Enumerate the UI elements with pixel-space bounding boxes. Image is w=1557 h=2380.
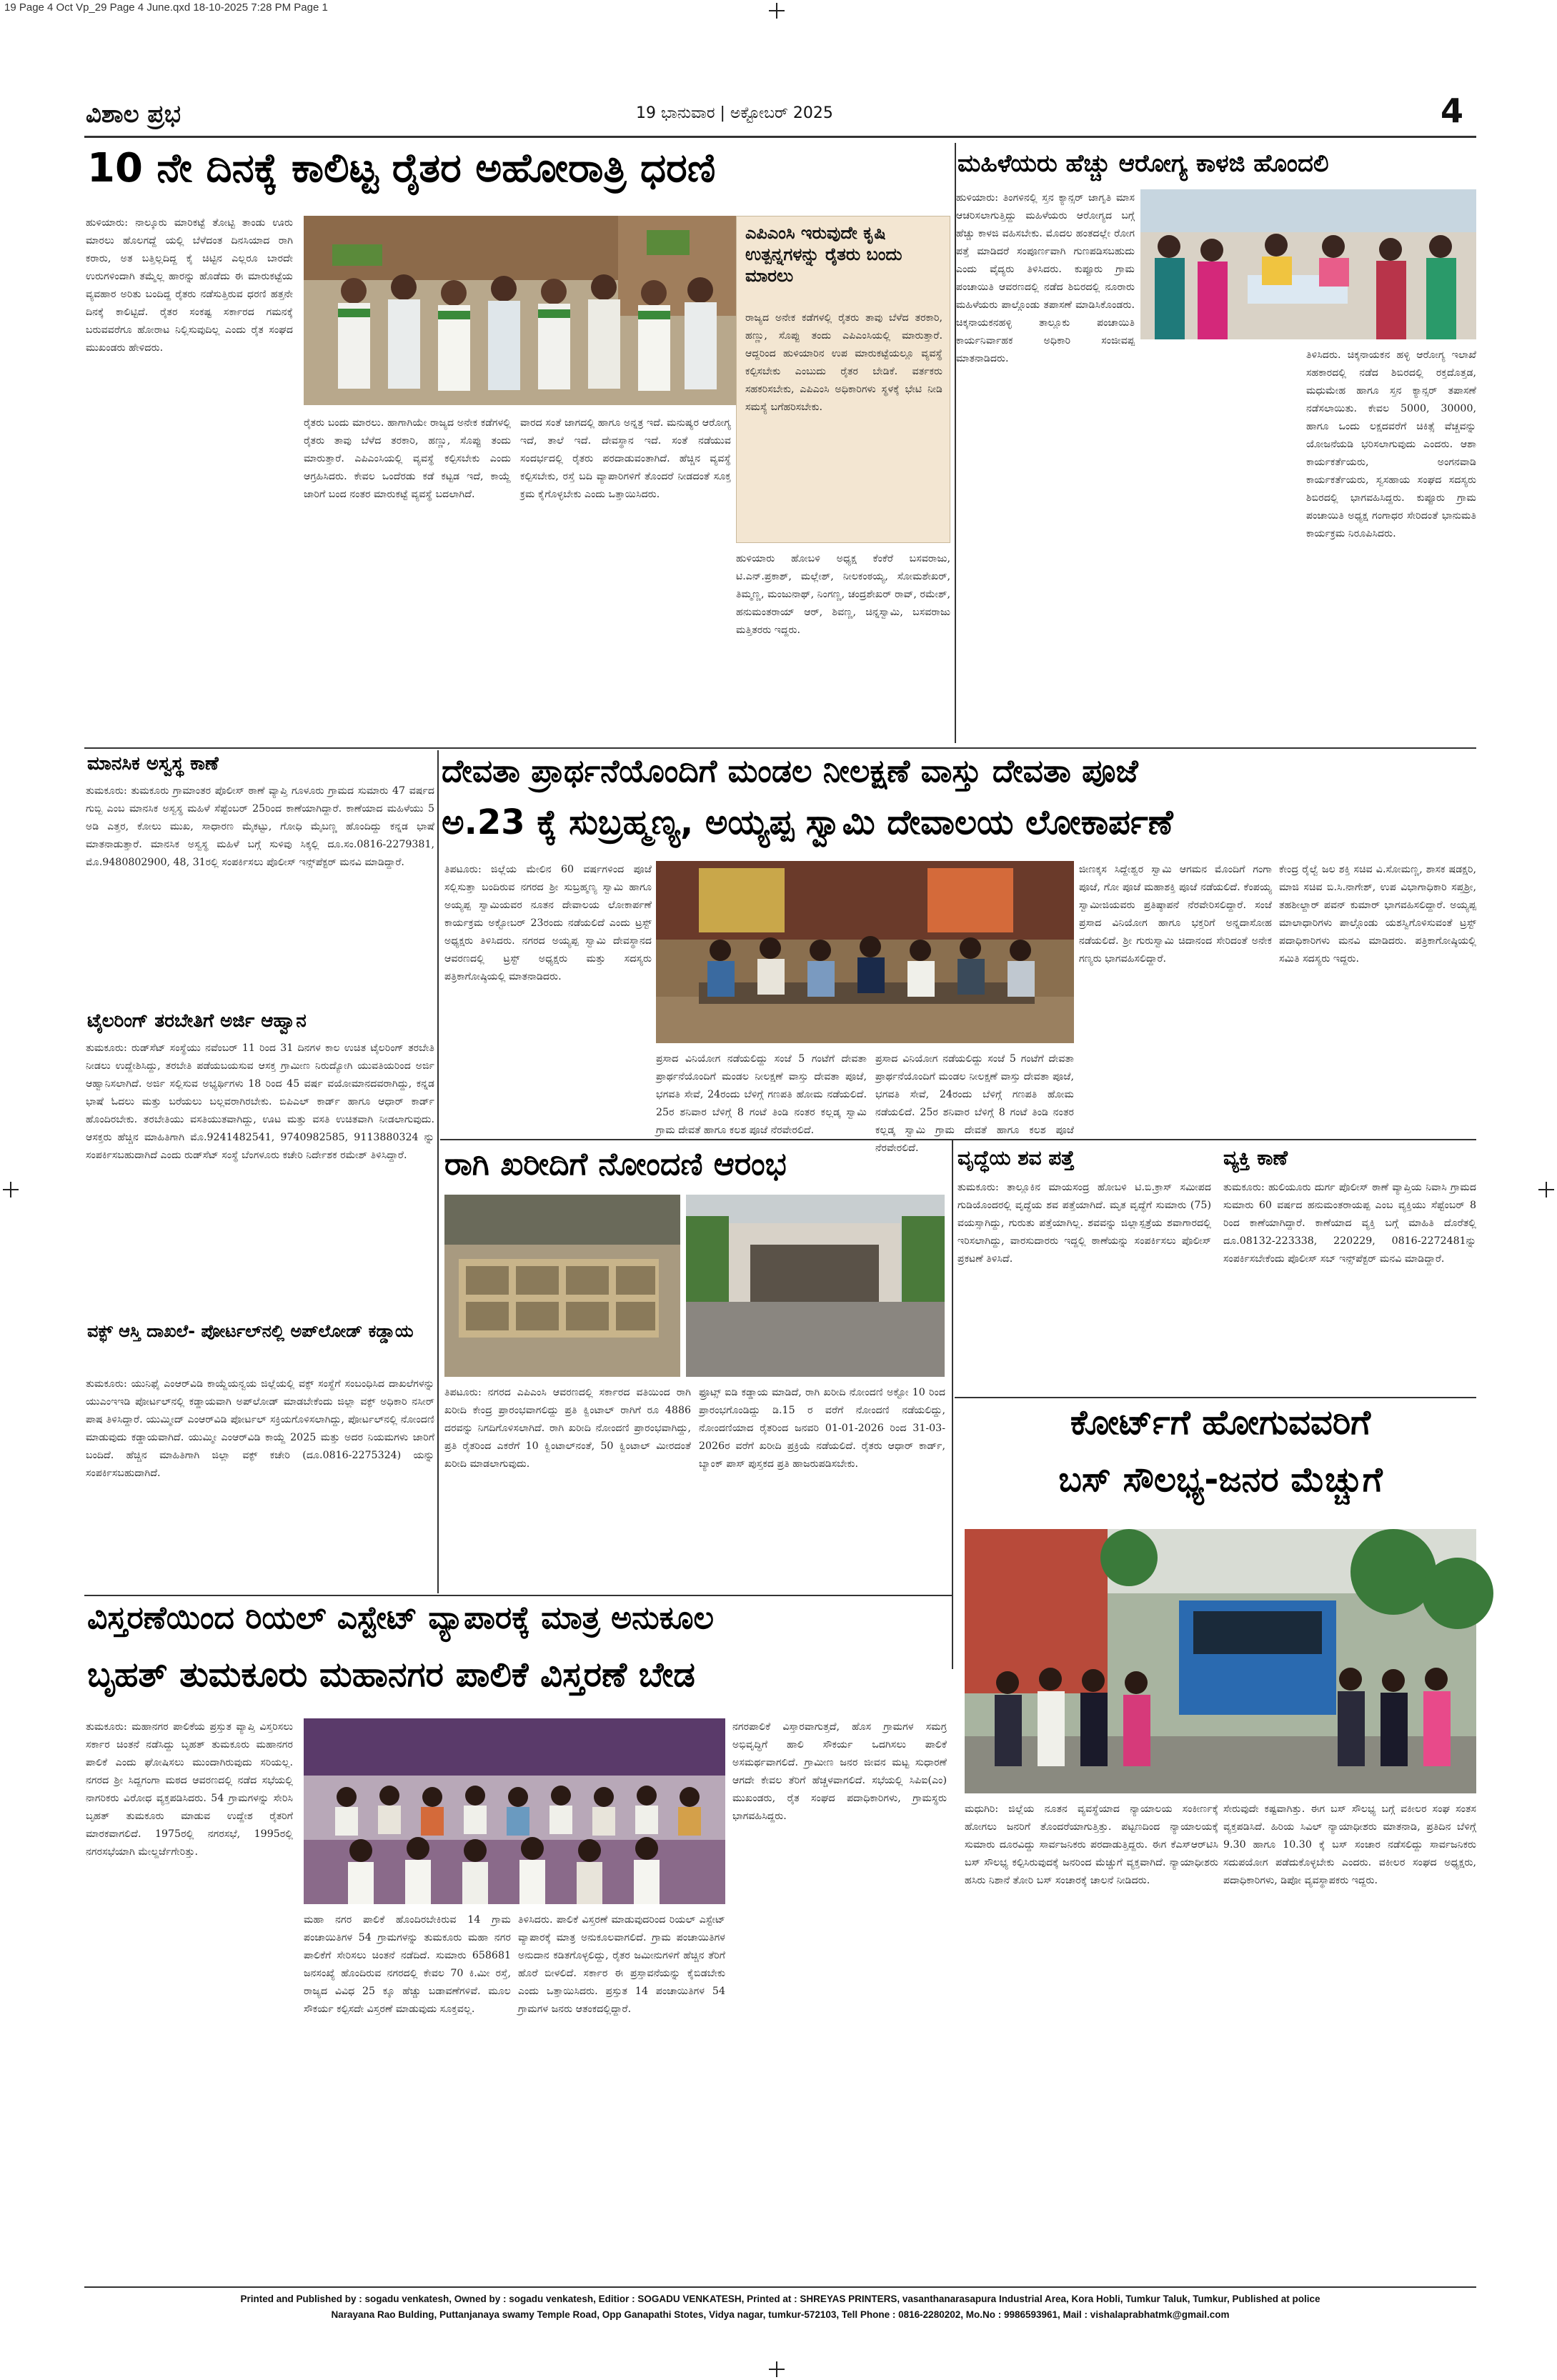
registration-mark-bottom: [769, 2361, 785, 2377]
left-story3-body: ತುಮಕೂರು: ಯುನಿಫೈ ಎಂಆರ್‌ವಿಡಿ ಕಾಯ್ದೆಯನ್ವಯ ಜಿಲ್ಲೆಯಲ್ಲಿ ವಕ್ಫ್ ಸಂಸ್ಥೆಗೆ ಸಂಬಂಧಿಸಿದ ದಾಖಲೆಗಳನ್ನು ಯುಎಂಇಇಡಿ ಪೋರ್ಟಲ್‌ನಲ್ಲಿ ಕಡ್ಡಾಯವಾಗಿ ಅಪ್‌ಲೋಡ್ ಮಾಡಬೇಕೆಂದು ಜಿಲ್ಲಾ ವಕ್ಫ್ ಅಧಿಕಾರಿ ನಸೀರ್ ಪಾಷ ತಿಳಿಸಿದ್ದಾರೆ. ಯುಮ್ಮೀದ್ ಎಂಆರ್‌ವಿಡಿ ಪೋರ್ಟಲ್ ಸಕ್ರಿಯಗೊಳಿಸಲಾಗಿದ್ದು, ಪೋರ್ಟಲ್‌ನಲ್ಲಿ ನೋಂದಣಿ ಮಾಡುವುದು ಕಡ್ಡಾಯವಾಗಿದೆ. ಯುಮ್ಮೀ ಎಂಆರ್‌ವಿಡಿ ಕಾಯ್ದೆ 2025 ಮತ್ತು ಅದರ ನಿಯಮಗಳು ಜಾರಿಗೆ ಬಂದಿದೆ. ಹೆಚ್ಚಿನ ಮಾಹಿತಿಗಾಗಿ ಜಿಲ್ಲಾ ವಕ್ಫ್ ಕಚೇರಿ (ದೂ.0816-2275324) ಯನ್ನು ಸಂಪರ್ಕಿಸಬಹುದಾಗಿದೆ.: [86, 1378, 434, 1479]
left-story3-title: ವಕ್ಫ್ ಆಸ್ತಿ ದಾಖಲೆ- ಪೋರ್ಟಲ್‌ನಲ್ಲಿ ಅಪ್‌ಲೋಡ್ ಕಡ್ಡಾಯ: [87, 1321, 414, 1341]
story6-col2: ಮಹಾ ನಗರ ಪಾಲಿಕೆ ಹೊಂದಿರಬೇಕಿರುವ 14 ಗ್ರಾಮ ಪಂಚಾಯಿತಿಗಳ 54 ಗ್ರಾಮಗಳನ್ನು ತುಮಕೂರು ಮಹಾ ನಗರ ಪಾಲಿಕೆಗೆ ಸೇರಿಸಲು ಚಿಂತನೆ ನಡೆದಿದೆ. ಸುಮಾರು 658681 ಜನಸಂಖ್ಯೆ ಹೊಂದಿರುವ ನಗರದಲ್ಲಿ ಕೇವಲ 70 ಕಿ.ಮೀ ರಸ್ತೆ, ರಾಜ್ಯದ ವಿವಿಧ 25 ಕ್ಕೂ ಹೆಚ್ಚು ಬಡಾವಣೆಗಳಿವೆ. ಮೂಲ ಸೌಕರ್ಯ ಕಲ್ಪಿಸದೇ ವಿಸ್ತರಣೆ ಮಾಡುವುದು ಸೂಕ್ತವಲ್ಲ.: [304, 1914, 511, 2015]
page-number: 4: [1441, 91, 1464, 130]
story1-photo: [304, 216, 736, 405]
left-story2-body: ತುಮಕೂರು: ರುಡ್‌ಸೆಟ್ ಸಂಸ್ಥೆಯು ನವೆಂಬರ್ 11 ರಿಂದ 31 ದಿನಗಳ ಕಾಲ ಉಚಿತ ಟೈಲರಿಂಗ್ ತರಬೇತಿ ನೀಡಲು ಉದ್ದೇಶಿಸಿದ್ದು, ತರಬೇತಿ ಪಡೆಯಬಯಸುವ ಆಸಕ್ತ ಗ್ರಾಮೀಣ ನಿರುದ್ಯೋಗಿ ಯುವತಿಯರಿಂದ ಅರ್ಜಿ ಆಹ್ವಾನಿಸಲಾಗಿದೆ. ಅರ್ಜಿ ಸಲ್ಲಿಸುವ ಅಭ್ಯರ್ಥಿಗಳು 18 ರಿಂದ 45 ವರ್ಷ ವಯೋಮಾನದವರಾಗಿದ್ದು, ಕನ್ನಡ ಭಾಷೆ ಓದಲು ಮತ್ತು ಬರೆಯಲು ಬಲ್ಲವರಾಗಿರಬೇಕು. ಬಿಪಿಎಲ್ ಕಾರ್ಡ್ ಹಾಗೂ ಆಧಾರ್ ಕಾರ್ಡ್ ಹೊಂದಿರಬೇಕು. ತರಬೇತಿಯು ವಸತಿಯುತವಾಗಿದ್ದು, ಊಟ ಮತ್ತು ವಸತಿ ಉಚಿತವಾಗಿ ನೀಡಲಾಗುವುದು. ಆಸಕ್ತರು ಹೆಚ್ಚಿನ ಮಾಹಿತಿಗಾಗಿ ಮೊ.9241482541, 9740982585, 9113880324 ನ್ನು ಸಂಪರ್ಕಿಸಬಹುದಾಗಿದೆ ಎಂದು ರುಡ್‌ಸೆಟ್ ಸಂಸ್ಥೆ ಬೆಂಗಳೂರು ಕಚೇರಿ ನಿರ್ದೇಶಕ ರಮೇಶ್ ತಿಳಿಸಿದ್ದಾರೆ.: [86, 1042, 434, 1161]
story3-col2b: ಪ್ರಸಾದ ವಿನಿಯೋಗ ನಡೆಯಲಿದ್ದು ಸಂಜೆ 5 ಗಂಟೆಗೆ ದೇವತಾ ಪ್ರಾರ್ಥನೆಯೊಂದಿಗೆ ಮಂಡಲ ನೀಲಕ್ಷಣೆ ವಾಸ್ತು ದೇವತಾ ಪೂಜೆ, ಭಗವತಿ ಸೇವೆ, 24ರಂದು ಬೆಳಿಗ್ಗೆ ಗಣಪತಿ ಹೋಮ ನಡೆಯಲಿದೆ. 25ರ ಶನಿವಾರ ಬೆಳಿಗ್ಗೆ 8 ಗಂಟೆ ತಿಂಡಿ ನಂತರ ಕಲ್ಲಡ್ಕ ಸ್ವಾಮಿ ಗ್ರಾಮ ದೇವತೆ ಹಾಗೂ ಕಲಶ ಪೂಜೆ ನೆರವೇರಲಿದೆ.: [875, 1053, 1074, 1154]
story6-col1: ತುಮಕೂರು: ಮಹಾನಗರ ಪಾಲಿಕೆಯ ಪ್ರಸ್ತುತ ವ್ಯಾಪ್ತಿ ವಿಸ್ತರಿಸಲು ಸರ್ಕಾರ ಚಿಂತನೆ ನಡೆಸಿದ್ದು ಬೃಹತ್ ತುಮಕೂರು ಮಹಾನಗರ ಪಾಲಿಕೆ ಎಂದು ಘೋಷಿಸಲು ಮುಂದಾಗಿರುವುದು ಸರಿಯಲ್ಲ. ನಗರದ ಶ್ರೀ ಸಿದ್ದಗಂಗಾ ಮಠದ ಆವರಣದಲ್ಲಿ ನಡೆದ ಸಭೆಯಲ್ಲಿ ನಾಗರಿಕರು ವಿರೋಧ ವ್ಯಕ್ತಪಡಿಸಿದರು. 54 ಗ್ರಾಮಗಳನ್ನು ಸೇರಿಸಿ ಬೃಹತ್ ತುಮಕೂರು ಮಾಡುವ ಉದ್ದೇಶ ರೈತರಿಗೆ ಮಾರಕವಾಗಲಿದೆ. 1975ರಲ್ಲಿ ನಗರಸಭೆ, 1995ರಲ್ಲಿ ನಗರಸಭೆಯಾಗಿ ಮೇಲ್ದರ್ಜೆಗೇರಿತ್ತು.: [86, 1721, 293, 1858]
story1-col2: ರೈತರು ಬಂದು ಮಾರಲು. ಹಾಗಾಗಿಯೇ ರಾಜ್ಯದ ಅನೇಕ ಕಡೆಗಳಲ್ಲಿ ರೈತರು ತಾವು ಬೆಳೆದ ತರಕಾರಿ, ಹಣ್ಣು, ಸೊಪ್ಪು ತಂದು ಮಾರುತ್ತಾರೆ. ಎಪಿಎಂಸಿಯಲ್ಲಿ ವ್ಯವಸ್ಥೆ ಕಲ್ಪಿಸಬೇಕು ಎಂದು ಆಗ್ರಹಿಸಿದರು. ಕೇವಲ ಒಂದೆರಡು ಕಡೆ ಕಟ್ಟಡ ಇದೆ, ಕಾಯ್ದೆ ಜಾರಿಗೆ ಬಂದ ನಂತರ ಮಾರುಕಟ್ಟೆ ವ್ಯವಸ್ಥೆ ಬದಲಾಗಿದೆ.: [304, 417, 511, 500]
story3-photo: [656, 861, 1074, 1043]
registration-mark-right: [1538, 1182, 1554, 1198]
left-story2-title: ಟೈಲರಿಂಗ್ ತರಬೇತಿಗೆ ಅರ್ಜಿ ಆಹ್ವಾನ: [87, 1010, 307, 1032]
registration-mark-top: [769, 3, 785, 19]
imprint-line1: Printed and Published by : sogadu venkatesh, Owned by : sogadu venkatesh, Editior : SOGADU VENKATESH, Printed at : SHREYAS PRINTERS, vasanthanarasapura Industrial Area, Kora Hobli, Tumkur Taluk, Tumkur, Published at police: [240, 2294, 1320, 2304]
paper-name: ವಿಶಾಲ ಪ್ರಭ: [86, 100, 181, 129]
vyakti-body: ತುಮಕೂರು: ಹುಲಿಯೂರು ದುರ್ಗ ಪೊಲೀಸ್ ಠಾಣೆ ವ್ಯಾಪ್ತಿಯ ನಿವಾಸಿ ಗ್ರಾಮದ ಸುಮಾರು 60 ವರ್ಷದ ಹನುಮಂತರಾಯಪ್ಪ ಎಂಬ ವ್ಯಕ್ತಿಯು ಸೆಪ್ಟೆಂಬರ್ 8 ರಿಂದ ಕಾಣೆಯಾಗಿದ್ದಾರೆ. ಕಾಣೆಯಾದ ವ್ಯಕ್ತಿ ಬಗ್ಗೆ ಮಾಹಿತಿ ದೊರೆತಲ್ಲಿ ದೂ.08132-223338, 220229, 0816-2272481ನ್ನು ಸಂಪರ್ಕಿಸಬೇಕೆಂದು ಪೊಲೀಸ್ ಸಬ್ ಇನ್ಸ್‌ಪೆಕ್ಟರ್ ಮನವಿ ಮಾಡಿದ್ದಾರೆ.: [1223, 1182, 1476, 1265]
section-rule: [84, 1595, 953, 1596]
story6-photo: [304, 1718, 725, 1904]
section-rule: [955, 1397, 1476, 1398]
story5-photo: [965, 1529, 1476, 1793]
story2-col-right: ತಿಳಿಸಿದರು. ಚಿಕ್ಕನಾಯಕನ ಹಳ್ಳಿ ಆರೋಗ್ಯ ಇಲಾಖೆ ಸಹಕಾರದಲ್ಲಿ ನಡೆದ ಶಿಬಿರದಲ್ಲಿ ರಕ್ತದೊತ್ತಡ, ಮಧುಮೇಹ ಹಾಗೂ ಸ್ತನ ಕ್ಯಾನ್ಸರ್ ತಪಾಸಣೆ ನಡೆಸಲಾಯಿತು. ಕೇವಲ 5000, 30000, ಹಾಗೂ ಒಂದು ಲಕ್ಷದವರೆಗೆ ಚಿಕಿತ್ಸೆ ವೆಚ್ಚವನ್ನು ಯೋಜನೆಯಡಿ ಭರಿಸಲಾಗುವುದು ಎಂದರು. ಆಶಾ ಕಾರ್ಯಕರ್ತೆಯರು, ಅಂಗನವಾಡಿ ಕಾರ್ಯಕರ್ತೆಯರು, ಸ್ವಸಹಾಯ ಸಂಘದ ಸದಸ್ಯರು ಶಿಬಿರದಲ್ಲಿ ಭಾಗವಹಿಸಿದ್ದರು. ಕುಪ್ಪೂರು ಗ್ರಾಮ ಪಂಚಾಯಿತಿ ಅಧ್ಯಕ್ಷ ಗಂಗಾಧರ ಸೇರಿದಂತೆ ಭಾನುಮತಿ ಕಾರ್ಯಕ್ರಮ ನಿರೂಪಿಸಿದರು.: [1306, 349, 1476, 539]
story3-headline1: ದೇವತಾ ಪ್ರಾರ್ಥನೆಯೊಂದಿಗೆ ಮಂಡಲ ನೀಲಕ್ಷಣೆ ವಾಸ್ತು ದೇವತಾ ಪೂಜೆ: [442, 753, 1138, 790]
masthead-rule: [84, 136, 1476, 138]
imprint-line2: Narayana Rao Bulding, Puttanjanaya swamy Temple Road, Opp Ganapathi Stotes, Vidya nagar, tumkur-572103, Tell Phone : 0816-2280202, Mo.No : 9986593961, Mail : vishalaprabhatmk@gmail.com: [331, 2309, 1230, 2320]
vyakti-title: ವ್ಯಕ್ತಿ ಕಾಣೆ: [1223, 1146, 1288, 1170]
story4-headline: ರಾಗಿ ಖರೀದಿಗೆ ನೋಂದಣಿ ಆರಂಭ: [444, 1146, 787, 1182]
story1-sidebar: [736, 216, 950, 543]
story6-col4: ನಗರಪಾಲಿಕೆ ವಿಸ್ತಾರವಾಗುತ್ತದೆ, ಹೊಸ ಗ್ರಾಮಗಳ ಸಮಗ್ರ ಅಭಿವೃದ್ಧಿಗೆ ಹಾಲಿ ಸೌಕರ್ಯ ಒದಗಿಸಲು ಪಾಲಿಕೆ ಅಸಮರ್ಥವಾಗಲಿದೆ. ಗ್ರಾಮೀಣ ಜನರ ಜೀವನ ಮಟ್ಟ ಸುಧಾರಣೆ ಆಗದೇ ಕೇವಲ ತೆರಿಗೆ ಹೆಚ್ಚಳವಾಗಲಿದೆ. ಸಭೆಯಲ್ಲಿ ಸಿಪಿಐ(ಎಂ) ಮುಖಂಡರು, ರೈತ ಸಂಘದ ಪದಾಧಿಕಾರಿಗಳು, ಗ್ರಾಮಸ್ಥರು ಭಾಗವಹಿಸಿದ್ದರು.: [732, 1721, 947, 1822]
story5-headline2: ಬಸ್ ಸೌಲಭ್ಯ-ಜನರ ಮೆಚ್ಚುಗೆ: [1058, 1460, 1383, 1500]
page-slug: 19 Page 4 Oct Vp_29 Page 4 June.qxd 18-10-2025 7:28 PM Page 1: [4, 1, 328, 14]
story3-col1: ತಿಪಟೂರು: ಜಿಲ್ಲೆಯ ಮೇಲಿನ 60 ವರ್ಷಗಳಿಂದ ಪೂಜೆ ಸಲ್ಲಿಸುತ್ತಾ ಬಂದಿರುವ ನಗರದ ಶ್ರೀ ಸುಬ್ರಹ್ಮಣ್ಯ ಸ್ವಾಮಿ ಹಾಗೂ ಅಯ್ಯಪ್ಪ ಸ್ವಾಮಿಯವರ ನೂತನ ದೇವಾಲಯ ಲೋಕಾರ್ಪಣೆ ಕಾರ್ಯಕ್ರಮ ಅಕ್ಟೋಬರ್ 23ರಂದು ನಡೆಯಲಿದೆ ಎಂದು ಟ್ರಸ್ಟ್ ಅಧ್ಯಕ್ಷರು ತಿಳಿಸಿದರು. ನಗರದ ಅಯ್ಯಪ್ಪ ಸ್ವಾಮಿ ದೇವಸ್ಥಾನದ ಆವರಣದಲ್ಲಿ ಟ್ರಸ್ಟ್ ಅಧ್ಯಕ್ಷರು ಮತ್ತು ಸದಸ್ಯರು ಪತ್ರಿಕಾಗೋಷ್ಠಿಯಲ್ಲಿ ಮಾತನಾಡಿದರು.: [444, 864, 652, 982]
story2-photo: [1140, 189, 1476, 339]
story3-col2: ಪ್ರಸಾದ ವಿನಿಯೋಗ ನಡೆಯಲಿದ್ದು ಸಂಜೆ 5 ಗಂಟೆಗೆ ದೇವತಾ ಪ್ರಾರ್ಥನೆಯೊಂದಿಗೆ ಮಂಡಲ ನೀಲಕ್ಷಣೆ ವಾಸ್ತು ದೇವತಾ ಪೂಜೆ, ಭಗವತಿ ಸೇವೆ, 24ರಂದು ಬೆಳಿಗ್ಗೆ ಗಣಪತಿ ಹೋಮ ನಡೆಯಲಿದೆ. 25ರ ಶನಿವಾರ ಬೆಳಿಗ್ಗೆ 8 ಗಂಟೆ ತಿಂಡಿ ನಂತರ ಕಲ್ಲಡ್ಕ ಸ್ವಾಮಿ ಗ್ರಾಮ ದೇವತೆ ಹಾಗೂ ಕಲಶ ಪೂಜೆ ನೆರವೇರಲಿದೆ.: [656, 1053, 867, 1136]
story2-col-left: ಹುಳಿಯಾರು: ತಿಂಗಳಿನಲ್ಲಿ ಸ್ತನ ಕ್ಯಾನ್ಸರ್ ಜಾಗೃತಿ ಮಾಸ ಆಚರಿಸಲಾಗುತ್ತಿದ್ದು ಮಹಿಳೆಯರು ಆರೋಗ್ಯದ ಬಗ್ಗೆ ಹೆಚ್ಚು ಕಾಳಜಿ ವಹಿಸಬೇಕು. ಮೊದಲ ಹಂತದಲ್ಲೇ ರೋಗ ಪತ್ತೆ ಮಾಡಿದರೆ ಸಂಪೂರ್ಣವಾಗಿ ಗುಣಪಡಿಸಬಹುದು ಎಂದು ವೈದ್ಯರು ತಿಳಿಸಿದರು. ಕುಪ್ಪೂರು ಗ್ರಾಮ ಪಂಚಾಯಿತಿ ಆವರಣದಲ್ಲಿ ನಡೆದ ಶಿಬಿರದಲ್ಲಿ ನೂರಾರು ಮಹಿಳೆಯರು ಪಾಲ್ಗೊಂಡು ತಪಾಸಣೆ ಮಾಡಿಸಿಕೊಂಡರು. ಚಿಕ್ಕನಾಯಕನಹಳ್ಳಿ ತಾಲ್ಲೂಕು ಪಂಚಾಯಿತಿ ಕಾರ್ಯನಿರ್ವಾಹಕ ಅಧಿಕಾರಿ ಸಂಜೀವಪ್ಪ ಮಾತನಾಡಿದರು.: [956, 192, 1135, 364]
left-story1-body: ತುಮಕೂರು: ತುಮಕೂರು ಗ್ರಾಮಾಂತರ ಪೊಲೀಸ್ ಠಾಣೆ ವ್ಯಾಪ್ತಿ ಗೂಳೂರು ಗ್ರಾಮದ ಸುಮಾರು 47 ವರ್ಷದ ಗುಬ್ಬಿ ಎಂಬ ಮಾನಸಿಕ ಅಸ್ವಸ್ಥ ಮಹಿಳೆ ಸೆಪ್ಟೆಂಬರ್ 25ರಿಂದ ಕಾಣೆಯಾಗಿದ್ದಾರೆ. ಕಾಣೆಯಾದ ಮಹಿಳೆಯು 5 ಅಡಿ ಎತ್ತರ, ಕೋಲು ಮುಖ, ಸಾಧಾರಣ ಮೈಕಟ್ಟು, ಗೋಧಿ ಮೈಬಣ್ಣ ಹೊಂದಿದ್ದು ಕನ್ನಡ ಭಾಷೆ ಮಾತನಾಡುತ್ತಾರೆ. ಮಾನಸಿಕ ಅಸ್ವಸ್ಥ ಮಹಿಳೆ ಬಗ್ಗೆ ಸುಳಿವು ಸಿಕ್ಕಲ್ಲಿ ದೂ.ಸಂ.0816-2279381, ಮೊ.9480802900, 48, 31ರಲ್ಲಿ ಸಂಪರ್ಕಿಸಲು ಪೊಲೀಸ್ ಇನ್ಸ್‌ಪೆಕ್ಟರ್ ಮನವಿ ಮಾಡಿದ್ದಾರೆ.: [86, 785, 434, 868]
story2-headline: ಮಹಿಳೆಯರು ಹೆಚ್ಚು ಆರೋಗ್ಯ ಕಾಳಜಿ ಹೊಂದಲಿ: [957, 149, 1329, 178]
story5-col1: ಮಧುಗಿರಿ: ಜಿಲ್ಲೆಯ ನೂತನ ವ್ಯವಸ್ಥೆಯಾದ ನ್ಯಾಯಾಲಯ ಸಂಕೀರ್ಣಕ್ಕೆ ಹೋಗಲು ಜನರಿಗೆ ತೊಂದರೆಯಾಗುತ್ತಿತ್ತು. ಪಟ್ಟಣದಿಂದ ನ್ಯಾಯಾಲಯಕ್ಕೆ ಸುಮಾರು ದೂರವಿದ್ದು ಸಾರ್ವಜನಿಕರು ಪರದಾಡುತ್ತಿದ್ದರು. ಈಗ ಕೆಎಸ್‌ಆರ್‌ಟಿಸಿ ಬಸ್ ಸೌಲಭ್ಯ ಕಲ್ಪಿಸಿರುವುದಕ್ಕೆ ಜನರಿಂದ ಮೆಚ್ಚುಗೆ ವ್ಯಕ್ತವಾಗಿದೆ. ನ್ಯಾಯಾಧೀಶರು ಹಸಿರು ನಿಶಾನೆ ತೋರಿ ಬಸ್ ಸಂಚಾರಕ್ಕೆ ಚಾಲನೆ ನೀಡಿದರು.: [965, 1803, 1218, 1886]
story1-col1: ಹುಳಿಯಾರು: ನಾಲ್ಕೂರು ಮಾರಿಕಟ್ಟೆ ತೋಟ್ಟಿ ತಾಂಡು ಊರು ಮಾರಲು ಹೊಲಗದ್ದೆ ಯಲ್ಲಿ ಬೆಳೆದಂತ ದಿನಸಿಯಾದ ರಾಗಿ ಕರಾರು, ಅತ ಬತ್ತಿಲ್ಲದಿದ್ದ ಕೈ ಚಿಟ್ಟಿನ ಎಲ್ಲರೂ ಬಾರದೇ ಉರುಗಳಿಂದಾಗಿ ತಮ್ಮೆಲ್ಲ ಹಾರನ್ನು ಹೊಡೆದು ಈ ಮಾರುಕಟ್ಟೆಯ ವ್ಯವಹಾರ ಅರಿತು ಬಂದಿದ್ದ ರೈತರು ನಡೆಸುತ್ತಿರುವ ಧರಣಿ ಹತ್ತನೇ ದಿನಕ್ಕೆ ಕಾಲಿಟ್ಟಿದೆ. ರೈತರ ಸಂಕಷ್ಟ ಸರ್ಕಾರದ ಗಮನಕ್ಕೆ ಬರುವವರೆಗೂ ಹೋರಾಟ ನಿಲ್ಲಿಸುವುದಿಲ್ಲ ಎಂದು ರೈತ ಸಂಘದ ಮುಖಂಡರು ಹೇಳಿದರು.: [86, 217, 293, 354]
story1-headline: 10 ನೇ ದಿನಕ್ಕೆ ಕಾಲಿಟ್ಟ ರೈತರ ಅಹೋರಾತ್ರಿ ಧರಣಿ: [87, 145, 716, 191]
vruddhe-title: ವೃದ್ಧೆಯ ಶವ ಪತ್ತೆ: [957, 1146, 1075, 1170]
story3-col4: ಕೇಂದ್ರ ರೈಲ್ವೆ ಜಲ ಶಕ್ತಿ ಸಚಿವ ವಿ.ಸೋಮಣ್ಣ, ಶಾಸಕ ಷಡಕ್ಷರಿ, ಮಾಜಿ ಸಚಿವ ಬಿ.ಸಿ.ನಾಗೇಶ್, ಉಪ ವಿಭಾಗಾಧಿಕಾರಿ ಸಪ್ತಶ್ರೀ, ತಹಶೀಲ್ದಾರ್ ಪವನ್ ಕುಮಾರ್ ಭಾಗವಹಿಸಲಿದ್ದಾರೆ. ಅಯ್ಯಪ್ಪ ಮಾಲಾಧಾರಿಗಳು ಪಾಲ್ಗೊಂಡು ಯಶಸ್ವಿಗೊಳಿಸುವಂತೆ ಟ್ರಸ್ಟ್ ಪದಾಧಿಕಾರಿಗಳು ಮನವಿ ಮಾಡಿದರು. ಪತ್ರಿಕಾಗೋಷ್ಠಿಯಲ್ಲಿ ಸಮಿತಿ ಸದಸ್ಯರು ಇದ್ದರು.: [1279, 864, 1476, 965]
story1-col3: ವಾರದ ಸಂತೆ ಜಾಗದಲ್ಲಿ ಹಾಗೂ ಅನ್ನತ್ರ ಇದೆ. ಮನುಷ್ಯರ ಆರೋಗ್ಯ ಇದೆ, ತಾಲೆ ಇದೆ. ದೇವಸ್ಥಾನ ಇದೆ. ಸಂತೆ ನಡೆಯುವ ಸಂದರ್ಭದಲ್ಲಿ ರೈತರು ಪರದಾಡುವಂತಾಗಿದೆ. ಹೆಚ್ಚಿನ ವ್ಯವಸ್ಥೆ ಕಲ್ಪಿಸಬೇಕು, ರಸ್ತೆ ಬದಿ ವ್ಯಾಪಾರಿಗಳಿಗೆ ತೊಂದರೆ ನೀಡದಂತೆ ಸೂಕ್ತ ಕ್ರಮ ಕೈಗೊಳ್ಳಬೇಕು ಎಂದು ಒತ್ತಾಯಿಸಿದರು.: [520, 417, 731, 500]
story5-col2: ಸೇರುವುದೇ ಕಷ್ಟವಾಗಿತ್ತು. ಈಗ ಬಸ್ ಸೌಲಭ್ಯ ಬಗ್ಗೆ ವಕೀಲರ ಸಂಘ ಸಂತಸ ವ್ಯಕ್ತಪಡಿಸಿದೆ. ಹಿರಿಯ ಸಿವಿಲ್ ನ್ಯಾಯಾಧೀಶರು ಮಾತನಾಡಿ, ಪ್ರತಿದಿನ ಬೆಳಿಗ್ಗೆ 9.30 ಹಾಗೂ 10.30 ಕ್ಕೆ ಬಸ್ ಸಂಚಾರ ನಡೆಸಲಿದ್ದು ಸಾರ್ವಜನಿಕರು ಸದುಪಯೋಗ ಪಡೆದುಕೊಳ್ಳಬೇಕು ಎಂದರು. ವಕೀಲರ ಸಂಘದ ಅಧ್ಯಕ್ಷರು, ಪದಾಧಿಕಾರಿಗಳು, ಡಿಪೋ ವ್ಯವಸ್ಥಾಪಕರು ಇದ್ದರು.: [1223, 1803, 1476, 1886]
footer-rule: [84, 2286, 1476, 2288]
story6-col3: ತಿಳಿಸಿದರು. ಪಾಲಿಕೆ ವಿಸ್ತರಣೆ ಮಾಡುವುದರಿಂದ ರಿಯಲ್ ಎಸ್ಟೇಟ್ ವ್ಯಾಪಾರಕ್ಕೆ ಮಾತ್ರ ಅನುಕೂಲವಾಗಲಿದೆ. ಗ್ರಾಮ ಪಂಚಾಯಿತಿಗಳ ಅನುದಾನ ಕಡಿತಗೊಳ್ಳಲಿದ್ದು, ರೈತರ ಜಮೀನುಗಳಿಗೆ ಹೆಚ್ಚಿನ ತೆರಿಗೆ ಹೊರೆ ಬೀಳಲಿದೆ. ಸರ್ಕಾರ ಈ ಪ್ರಸ್ತಾವನೆಯನ್ನು ಕೈಬಿಡಬೇಕು ಎಂದು ಒತ್ತಾಯಿಸಿದರು. ಪ್ರಸ್ತುತ 14 ಪಂಚಾಯಿತಿಗಳ 54 ಗ್ರಾಮಗಳ ಜನರು ಆತಂಕದಲ್ಲಿದ್ದಾರೆ.: [518, 1914, 725, 2015]
section-rule: [84, 747, 1476, 749]
story3-headline2: ಅ.23 ಕ್ಕೆ ಸುಬ್ರಹ್ಮಣ್ಯ, ಅಯ್ಯಪ್ಪ ಸ್ವಾಮಿ ದೇವಾಲಯ ಲೋಕಾರ್ಪಣೆ: [442, 802, 1173, 842]
story5-headline1: ಕೋರ್ಟ್‌ಗೆ ಹೋಗುವವರಿಗೆ: [1070, 1403, 1371, 1443]
issue-date: 19 ಭಾನುವಾರ | ಅಕ್ಟೋಬರ್ 2025: [636, 104, 833, 122]
story6-headline1: ವಿಸ್ತರಣೆಯಿಂದ ರಿಯಲ್ ಎಸ್ಟೇಟ್ ವ್ಯಾಪಾರಕ್ಕೆ ಮಾತ್ರ ಅನುಕೂಲ: [87, 1600, 714, 1636]
left-story1-title: ಮಾನಸಿಕ ಅಸ್ವಸ್ಥ ಕಾಣೆ: [87, 753, 219, 775]
story6-headline2: ಬೃಹತ್ ತುಮಕೂರು ಮಹಾನಗರ ಪಾಲಿಕೆ ವಿಸ್ತರಣೆ ಬೇಡ: [87, 1655, 695, 1695]
story4-photo2: [686, 1195, 945, 1377]
registration-mark-left: [3, 1182, 19, 1198]
story4-col2: ಫ್ರೂಟ್ಸ್ ಐಡಿ ಕಡ್ಡಾಯ ಮಾಡಿದೆ, ರಾಗಿ ಖರೀದಿ ನೋಂದಣಿ ಅಕ್ಟೋ 10 ರಿಂದ ಪ್ರಾರಂಭಗೊಂಡಿದ್ದು ಡಿ.15 ರ ವರೆಗೆ ನೋಂದಣಿ ನಡೆಯಲಿದ್ದು, ನೋಂದಣಿಯಾದ ರೈತರಿಂದ ಜನವರಿ 01-01-2026 ರಿಂದ 31-03-2026ರ ವರೆಗೆ ಖರೀದಿ ಪ್ರಕ್ರಿಯೆ ನಡೆಯಲಿದೆ. ರೈತರು ಆಧಾರ್ ಕಾರ್ಡ್, ಬ್ಯಾಂಕ್ ಪಾಸ್ ಪುಸ್ತಕದ ಪ್ರತಿ ಹಾಜರುಪಡಿಸಬೇಕು.: [699, 1387, 945, 1470]
story1-col4: ಹುಳಿಯಾರು ಹೋಬಳಿ ಅಧ್ಯಕ್ಷ ಕೆಂಕೆರೆ ಬಸವರಾಜು, ಟಿ.ಎನ್.ಪ್ರಕಾಶ್, ಮಲ್ಲೇಶ್, ನೀಲಕಂಠಯ್ಯ, ಸೋಮಶೇಖರ್, ತಿಮ್ಮಣ್ಣ, ಮಂಜುನಾಥ್, ನಿಂಗಣ್ಣ, ಚಂದ್ರಶೇಖರ್ ರಾವ್, ರಮೇಶ್, ಹನುಮಂತರಾಯ್ ಆರ್, ಶಿವಣ್ಣ, ಚಿನ್ನಸ್ವಾಮಿ, ಬಸವರಾಜು ಮತ್ತಿತರರು ಇದ್ದರು.: [736, 553, 950, 636]
sidebar-title: ಎಪಿಎಂಸಿ ಇರುವುದೇ ಕೃಷಿ ಉತ್ಪನ್ನಗಳನ್ನು ರೈತರು ಬಂದು ಮಾರಲು: [745, 223, 902, 286]
story4-photo1: [444, 1195, 680, 1377]
story3-col3: ಜೀಣಕ್ಕಸ ಸಿದ್ದೇಶ್ವರ ಸ್ವಾಮಿ ಆಗಮನ ಮೊಂದಿಗೆ ಗಂಗಾ ಪೂಜೆ, ಗೋ ಪೂಜೆ ಮಹಾಶಕ್ತಿ ಪೂಜೆ ನಡೆಯಲಿದೆ. ಕೆಂಪಯ್ಯ ಸ್ವಾಮೀಜಿಯವರು ಪ್ರತಿಷ್ಠಾಪನೆ ನೆರವೇರಿಸಲಿದ್ದಾರೆ. ಸಂಜೆ ಪ್ರಸಾದ ವಿನಿಯೋಗ ಹಾಗೂ ಭಕ್ತರಿಗೆ ಅನ್ನದಾಸೋಹ ನಡೆಯಲಿದೆ. ಶ್ರೀ ಗುರುಸ್ವಾಮಿ ಚಿದಾನಂದ ಸೇರಿದಂತೆ ಅನೇಕ ಗಣ್ಯರು ಭಾಗವಹಿಸಲಿದ್ದಾರೆ.: [1079, 864, 1272, 965]
sidebar-body: ರಾಜ್ಯದ ಅನೇಕ ಕಡೆಗಳಲ್ಲಿ ರೈತರು ತಾವು ಬೆಳೆದ ತರಕಾರಿ, ಹಣ್ಣು, ಸೊಪ್ಪು ತಂದು ಎಪಿಎಂಸಿಯಲ್ಲಿ ಮಾರುತ್ತಾರೆ. ಆದ್ದರಿಂದ ಹುಳಿಯಾರಿನ ಉಪ ಮಾರುಕಟ್ಟೆಯಲ್ಲೂ ವ್ಯವಸ್ಥೆ ಕಲ್ಪಿಸಬೇಕು ಎಂಬುದು ರೈತರ ಬೇಡಿಕೆ. ವರ್ತಕರು ಸಹಕರಿಸಬೇಕು, ಎಪಿಎಂಸಿ ಅಧಿಕಾರಿಗಳು ಸ್ಥಳಕ್ಕೆ ಭೇಟಿ ನೀಡಿ ಸಮಸ್ಯೆ ಬಗೆಹರಿಸಬೇಕು.: [745, 312, 942, 413]
column-rule: [437, 750, 439, 1593]
section-rule: [440, 1139, 1476, 1140]
story4-col1: ತಿಪಟೂರು: ನಗರದ ಎಪಿಎಂಸಿ ಆವರಣದಲ್ಲಿ ಸರ್ಕಾರದ ವತಿಯಿಂದ ರಾಗಿ ಖರೀದಿ ಕೇಂದ್ರ ಪ್ರಾರಂಭವಾಗಲಿದ್ದು ಪ್ರತಿ ಕ್ವಿಂಟಾಲ್ ರಾಗಿಗೆ ರೂ 4886 ದರವನ್ನು ನಿಗದಿಗೊಳಿಸಲಾಗಿದೆ. ರಾಗಿ ಖರೀದಿ ನೋಂದಣಿ ಪ್ರಾರಂಭವಾಗಿದ್ದು, ಪ್ರತಿ ರೈತರಿಂದ ಎಕರೆಗೆ 10 ಕ್ವಿಂಟಾಲ್‌ನಂತೆ, 50 ಕ್ವಿಂಟಾಲ್ ಮೀರದಂತೆ ಖರೀದಿ ಮಾಡಲಾಗುವುದು.: [444, 1387, 691, 1470]
vruddhe-body: ತುಮಕೂರು: ತಾಲ್ಲೂಕಿನ ಮಾಯಸಂದ್ರ ಹೋಬಳಿ ಟಿ.ಬಿ.ಕ್ರಾಸ್ ಸಮೀಪದ ಗುಡಿಯೊಂದರಲ್ಲಿ ವೃದ್ಧೆಯ ಶವ ಪತ್ತೆಯಾಗಿದೆ. ಮೃತ ವೃದ್ಧೆಗೆ ಸುಮಾರು (75) ವಯಸ್ಸಾಗಿದ್ದು, ಗುರುತು ಪತ್ತೆಯಾಗಿಲ್ಲ. ಶವವನ್ನು ಜಿಲ್ಲಾಸ್ಪತ್ರೆಯ ಶವಾಗಾರದಲ್ಲಿ ಇರಿಸಲಾಗಿದ್ದು, ವಾರಸುದಾರರು ಇದ್ದಲ್ಲಿ ಠಾಣೆಯನ್ನು ಸಂಪರ್ಕಿಸಲು ಪೊಲೀಸ್ ಪ್ರಕಟಣೆ ತಿಳಿಸಿದೆ.: [957, 1182, 1211, 1265]
column-rule: [952, 1140, 953, 1669]
